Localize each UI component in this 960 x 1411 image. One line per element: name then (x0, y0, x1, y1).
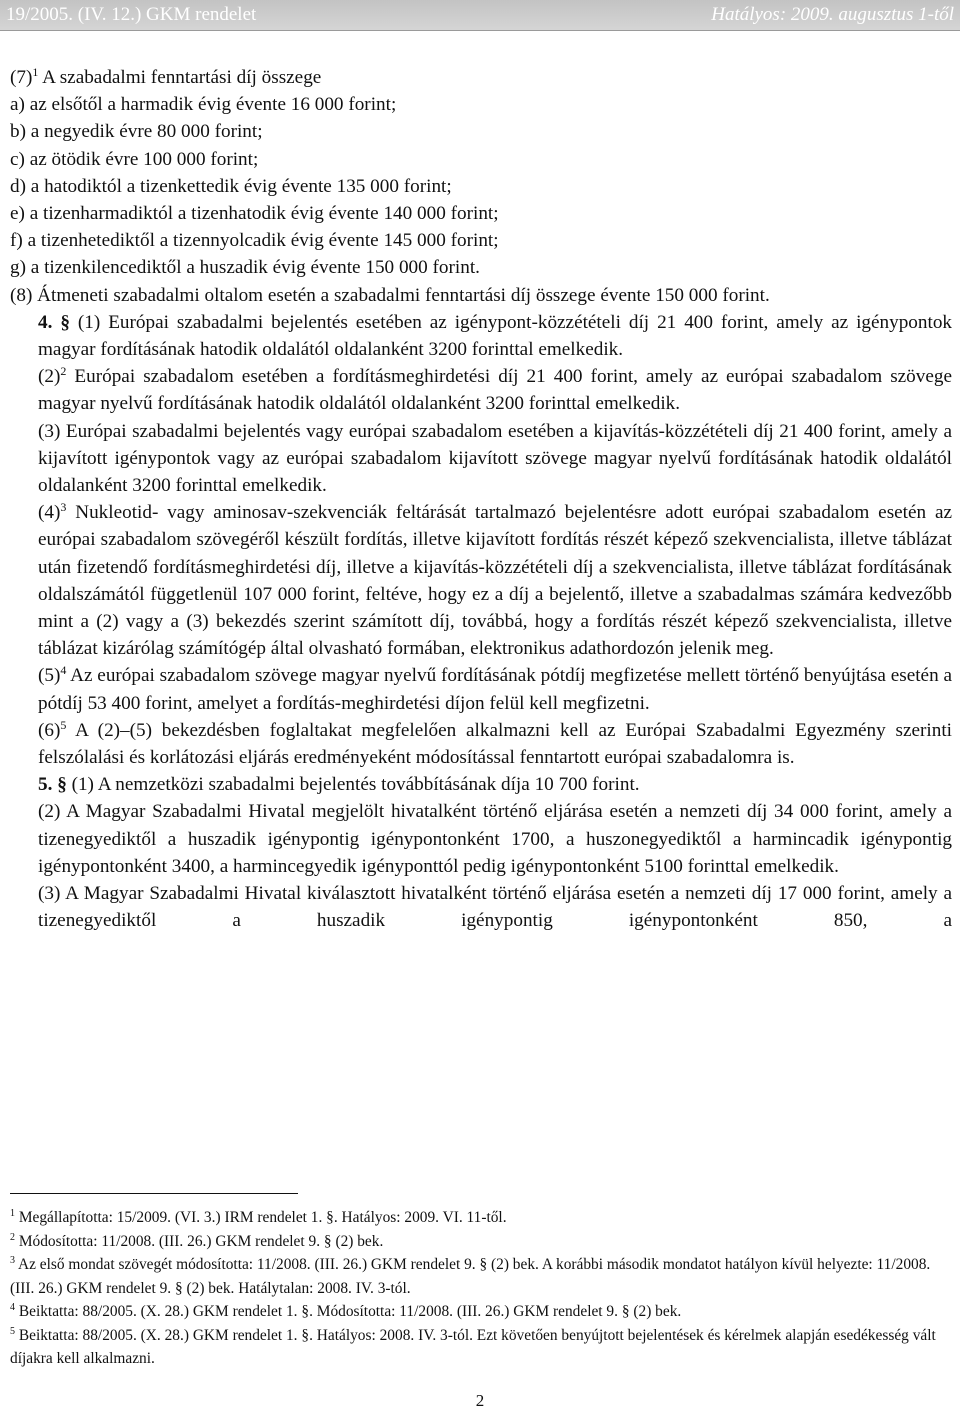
footnote-ref-4[interactable]: 4 (60, 663, 67, 678)
list-item-c: c) az ötödik évre 100 000 forint; (10, 148, 259, 170)
list-item-d: d) a hatodiktól a tizenkettedik évig évente 135 000 forint; (10, 175, 452, 197)
section-4-paragraph-1: 4. § (1) Európai szabadalmi bejelentés esetében az igénypont-közzétételi díj 21 400 forint, amely az igénypontok magyar fordításának hatodik oldalától oldalanként 3200 forinttal emelkedik. (38, 311, 953, 361)
footnote-2: $^2$ Módosította: 11/2008. (III. 26.) GKM rendelet 9. § (2) bek. (10, 1231, 384, 1250)
list-item-a: a) az elsőtől a harmadik évig évente 16 000 forint; (10, 94, 397, 116)
footnote-3: $^3$ Az első mondat szövegét módosította: 11/2008. (III. 26.) GKM rendelet 9. § (2) bek. A korábbi második mondatot hatályon kívül helyezte: 11/2008. (III. 26.) GKM rendelet 9. § (2) bek. Hatálytalan: 2008. IV. 3-tól. (10, 1255, 931, 1297)
footnote-4: $^4$ Beiktatta: 88/2005. (X. 28.) GKM rendelet 1. §. Módosította: 11/2008. (III. 26.) GKM rendelet 9. § (2) bek. (10, 1302, 682, 1320)
section-sign: § (57, 774, 67, 796)
section-4-paragraph-4: $(4)^3$ Nukleotid- vagy aminosav-szekvenciák feltárását tartalmazó bejelentésre adott európai szabadalom esetén az európai szabadalom szövegéről készült fordítás, illetve kijavított fordítás részét képező szekvencialista, illetve táblázat után fizetendő fordításmeghirdetési díj, illetve a kijavítás-közzétételi díj a szekvencialista, illetve táblázat fordításának oldalszámától függetlenül 107 000 forint, feltéve, hogy ez a díj a bejelentő, illetve a szabadalmas számára kedvezőbb mint a (2) vagy a (3) bekezdés szerint számított díj, továbbá, hogy a fordítás részét képező szekvencialista, illetve táblázat kizárólag számítógép által olvasható formában, elektronikus adathordozón jelenik meg. (38, 500, 952, 660)
section-sign: § (60, 311, 70, 333)
list-item-g: g) a tizenkilencediktől a huszadik évig évente 150 000 forint. (10, 257, 480, 279)
list-item-b: b) a negyedik évre 80 000 forint; (10, 121, 263, 143)
section-4-number: 4. (38, 311, 53, 333)
header-effective-date: Hatályos: 2009. augusztus 1-től (711, 4, 954, 25)
section-5-number: 5. (38, 774, 53, 796)
footnote-5: $^5$ Beiktatta: 88/2005. (X. 28.) GKM rendelet 1. §. Hatályos: 2008. IV. 3-tól. Ezt követően benyújtott bejelentések és kérelmek alapján esedékesség vált díjakra kell alkalmazni. (10, 1325, 936, 1367)
footnote-ref-1[interactable]: 1 (32, 65, 39, 79)
section-5-paragraph-1: 5. § (1) A nemzetközi szabadalmi bejelentés továbbításának díja 10 700 forint. (38, 774, 640, 796)
footnote-ref-3[interactable]: 3 (60, 500, 67, 515)
section-5-paragraph-3: (3) A Magyar Szabadalmi Hivatal kiválasztott hivatalként történő eljárása esetén a nemzeti díj 17 000 forint, amely a tizenegyediktől a huszadik igénypontig igénypontonként 850, a (38, 883, 952, 932)
paragraph-8: (8) Átmeneti szabadalmi oltalom esetén a szabadalmi fenntartási díj összege évente 150 000 forint. (10, 284, 770, 306)
document-body (10, 64, 952, 935)
section-4-paragraph-5: $(5)^4$ Az európai szabadalom szövege magyar nyelvű fordításának pótdíj megfizetése mellett történő benyújtása esetén a pótdíj 53 400 forint, amelyet a fordítás-meghirdetési díjon felül kell megfizetni. (38, 663, 952, 714)
footnote-ref-5[interactable]: 5 (60, 717, 67, 732)
list-item-e: e) a tizenharmadiktól a tizenhatodik évig évente 140 000 forint; (10, 203, 499, 225)
section-4-paragraph-3: (3) Európai szabadalmi bejelentés vagy európai szabadalom esetében a kijavítás-közzétételi díj 21 400 forint, amely a kijavított igénypontok vagy az európai szabadalom kijavított szövege magyar nyelvű fordításának hatodik oldalától oldalanként 3200 forinttal emelkedik. (38, 420, 952, 497)
section-5-paragraph-2: (2) A Magyar Szabadalmi Hivatal megjelölt hivatalként történő eljárása esetén a nemzeti díj 34 000 forint, amely a tizenegyediktől a huszadik igénypontig igénypontonként 1700, a huszonegyediktől a harmincadik igénypontig igénypontonként 3400, a harmincegyedik igényponttól pedig igénypontonként 5100 forinttal emelkedik. (38, 801, 952, 877)
page-header (0, 0, 960, 31)
footnote-ref-2[interactable]: 2 (60, 364, 67, 379)
header-decree-title: 19/2005. (IV. 12.) GKM rendelet (6, 4, 257, 25)
paragraph-7-heading: $(7)^1$ A szabadalmi fenntartási díj összege (10, 65, 322, 88)
footnote-1: $^1$ Megállapította: 15/2009. (VI. 3.) IRM rendelet 1. §. Hatályos: 2009. VI. 11-től. (10, 1208, 507, 1226)
list-item-f: f) a tizenhetediktől a tizennyolcadik évig évente 145 000 forint; (10, 230, 499, 252)
footnote-separator (10, 1193, 298, 1194)
page-number: 2 (475, 1391, 485, 1410)
section-4-paragraph-2: $(2)^2$ Európai szabadalom esetében a fordításmeghirdetési díj 21 400 forint, amely az európai szabadalom szövege magyar nyelvű fordításának hatodik oldalától oldalanként 3200 forinttal emelkedik. (38, 364, 952, 415)
footnotes (10, 1206, 952, 1371)
section-4-paragraph-6: $(6)^5$ A (2)–(5) bekezdésben foglaltakat megfelelően alkalmazni kell az Európai Szabadalmi Egyezmény szerinti felszólalási és korlátozási eljárás eredményeként módosítással fenntartott európai szabadalomra is. (38, 717, 952, 769)
